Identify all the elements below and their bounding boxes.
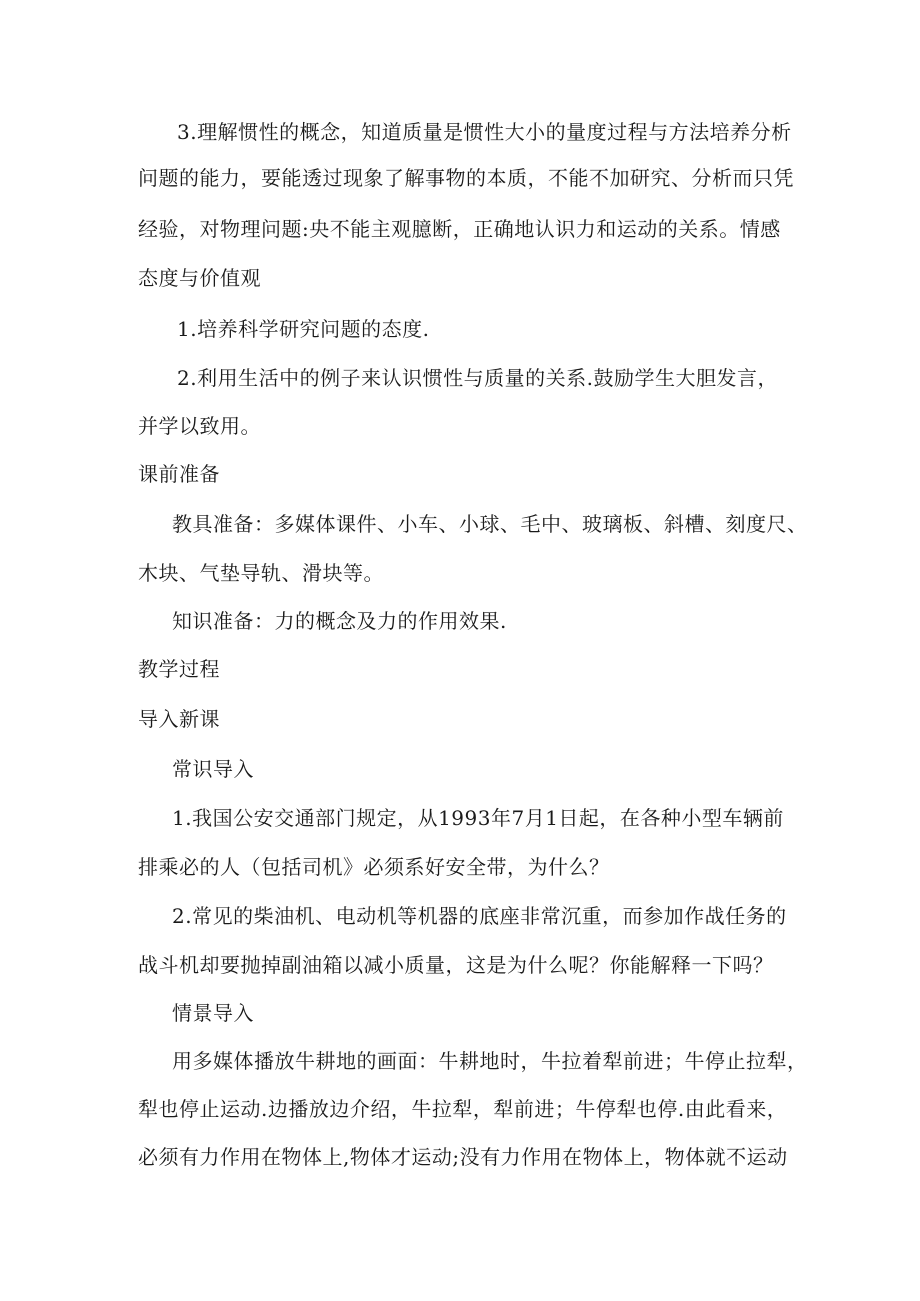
attitude-item-1: 1.培养科学研究问题的态度.: [177, 317, 430, 341]
objective-3-line-4: 态度与价值观: [138, 266, 261, 290]
question-1-line-1: 1.我国公安交通部门规定，从1993年7月1日起，在各种小型车辆前: [172, 806, 784, 830]
objective-3-line-2: 问题的能力，要能透过现象了解事物的本质，不能不加研究、分析而只凭: [138, 166, 794, 190]
scene-line-2: 犁也停止运动.边播放边介绍，牛拉犁，犁前进；牛停犁也停.由此看来，: [138, 1097, 788, 1121]
attitude-item-2-line-1: 2.利用生活中的例子来认识惯性与质量的关系.鼓励学生大胆发言，: [177, 366, 778, 390]
tools-preparation-line-1: 教具准备：多媒体课件、小车、小球、毛中、玻璃板、斜槽、刻度尺、: [172, 512, 808, 536]
tools-preparation-line-2: 木块、气垫导轨、滑块等。: [138, 561, 384, 585]
scene-line-1: 用多媒体播放牛耕地的画面：牛耕地时，牛拉着犁前进；牛停止拉犁，: [172, 1049, 808, 1073]
question-2-line-1: 2.常见的柴油机、电动机等机器的底座非常沉重，而参加作战任务的: [172, 904, 787, 928]
intro-heading: 导入新课: [138, 707, 220, 731]
objective-3-line-1: 3.理解惯性的概念，知道质量是惯性大小的量度过程与方法培养分析: [177, 120, 792, 144]
common-intro-heading: 常识导入: [172, 757, 254, 781]
objective-3-line-3: 经验，对物理问题:央不能主观臆断，正确地认识力和运动的关系。情感: [138, 217, 781, 241]
question-2-line-2: 战斗机却要抛掉副油箱以减小质量，这是为什么呢？你能解释一下吗？: [138, 953, 774, 977]
attitude-item-2-line-2: 并学以致用。: [138, 414, 261, 438]
preparation-heading: 课前准备: [138, 462, 220, 486]
scene-intro-heading: 情景导入: [172, 1001, 254, 1025]
scene-line-3: 必须有力作用在物体上,物体才运动;没有力作用在物体上，物体就不运动: [138, 1145, 788, 1169]
question-1-line-2: 排乘必的人（包括司机》必须系好安全带，为什么？: [138, 855, 610, 879]
knowledge-preparation: 知识准备：力的概念及力的作用效果.: [172, 609, 507, 633]
process-heading: 教学过程: [138, 657, 220, 681]
